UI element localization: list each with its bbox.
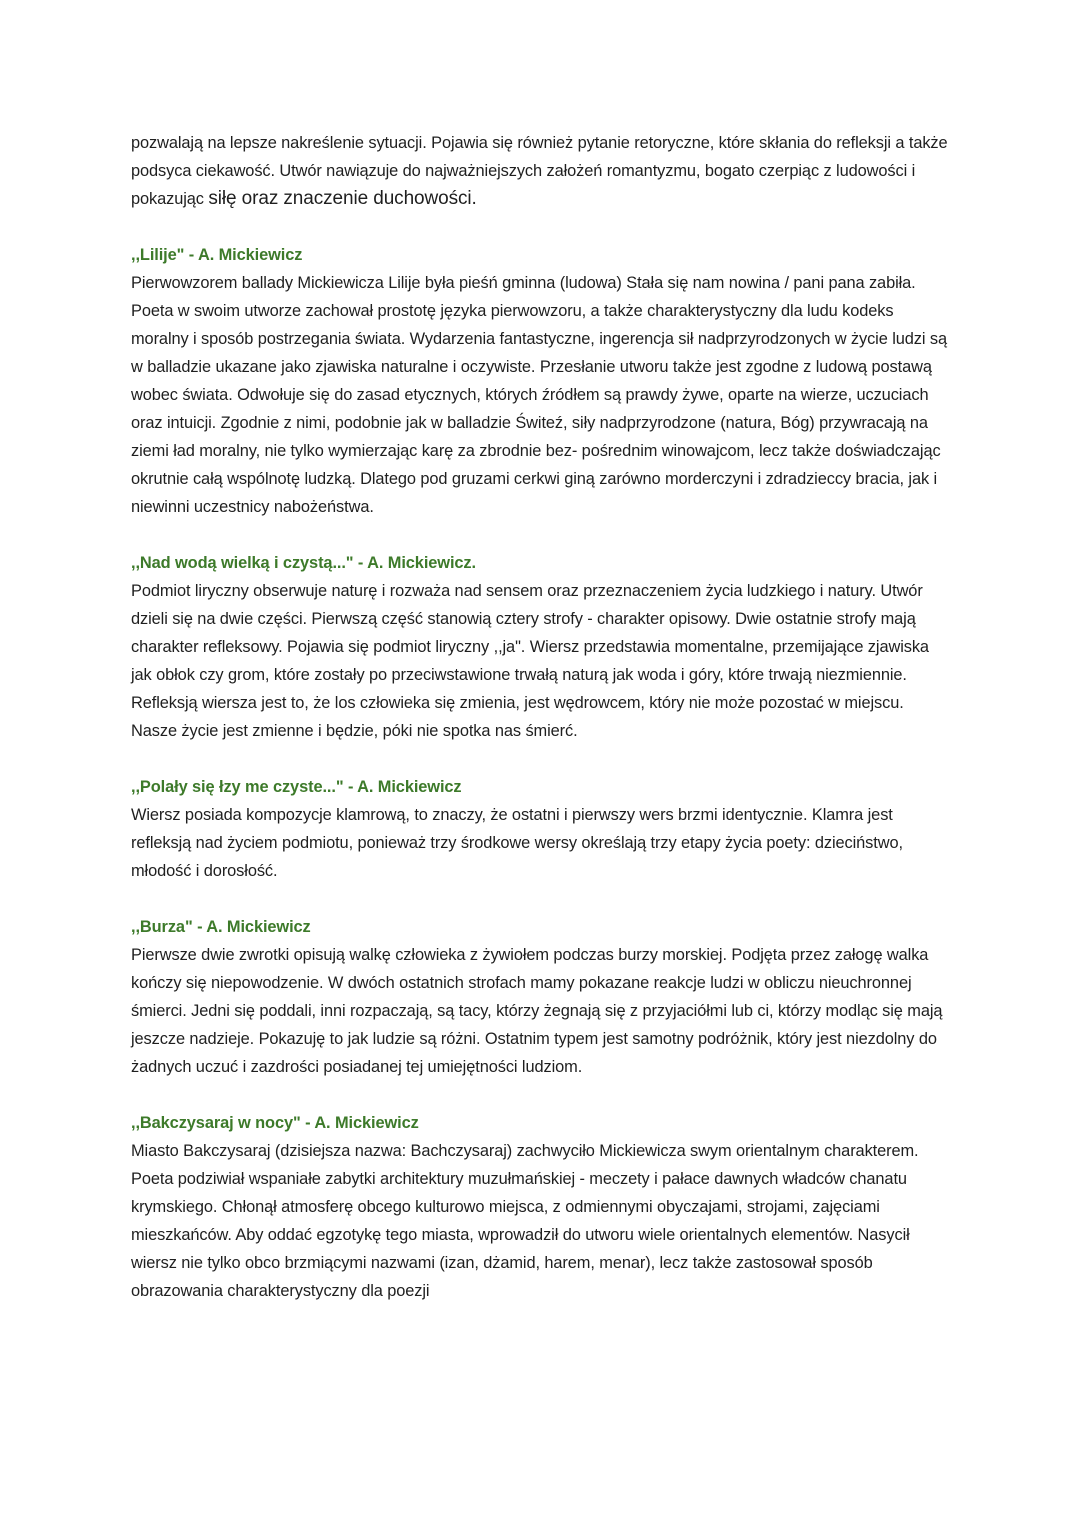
section-body: Pierwsze dwie zwrotki opisują walkę człowieka z żywiołem podczas burzy morskiej. Podjęta przez załogę walka kończy się niepowodzenie. W dwóch ostatnich strofach mamy pokazane reakcje ludzi w obliczu nieuchronnej śmierci. Jedni się poddali, inni rozpaczają, są tacy, którzy żegnają się z przyjaciółmi lub ci, którzy modląc się mają jeszcze nadzieje. Pokazuję to jak ludzie są różni. Ostatnim typem jest samotny podróżnik, który jest niezdolny do żadnych uczuć i zazdrości posiadanej tej umiejętności ludziom. [131, 946, 943, 1076]
section-bakczysaraj [131, 1109, 951, 1305]
intro-text-large: siłę oraz znaczenie duchowości. [208, 188, 477, 209]
section-title: ,,Polały się łzy me czyste..." - A. Mickiewicz [131, 778, 462, 796]
section-nad-woda [131, 549, 951, 745]
section-burza [131, 913, 951, 1081]
intro-text: pozwalają na lepsze nakreślenie sytuacji. Pojawia się również pytanie retoryczne, które skłania do refleksji a także podsyca ciekawość. Utwór nawiązuje do najważniejszych założeń romantyzmu, bogato czerpiąc z ludowości i pokazując [131, 134, 948, 208]
section-lilije [131, 241, 951, 521]
section-body: Podmiot liryczny obserwuje naturę i rozważa nad sensem oraz przeznaczeniem życia ludzkiego i natury. Utwór dzieli się na dwie części. Pierwszą część stanowią cztery strofy - charakter opisowy. Dwie ostatnie strofy mają charakter refleksowy. Pojawia się podmiot liryczny ,,ja". Wiersz przedstawia momentalne, przemijające zjawiska jak obłok czy grom, które zostały po przeciwstawione trwałą naturą jak woda i góry, które trwają niezmiennie. Refleksją wiersza jest to, że los człowieka się zmienia, jest wędrowcem, który nie może pozostać w miejscu. Nasze życie jest zmienne i będzie, póki nie spotka nas śmierć. [131, 582, 929, 740]
document-page [131, 129, 951, 1333]
section-body: Wiersz posiada kompozycje klamrową, to znaczy, że ostatni i pierwszy wers brzmi identycznie. Klamra jest refleksją nad życiem podmiotu, ponieważ trzy środkowe wersy określają trzy etapy życia poety: dzieciństwo, młodość i dorosłość. [131, 806, 903, 880]
section-title: ,,Lilije" - A. Mickiewicz [131, 246, 303, 264]
section-title: ,,Bakczysaraj w nocy" - A. Mickiewicz [131, 1114, 419, 1132]
section-body: Pierwowzorem ballady Mickiewicza Lilije była pieśń gminna (ludowa) Stała się nam nowina / pani pana zabiła. Poeta w swoim utworze zachował prostotę języka pierwowzoru, a także charakterystyczny dla ludu kodeks moralny i sposób postrzegania świata. Wydarzenia fantastyczne, ingerencja sił nadprzyrodzonych w życie ludzi są w balladzie ukazane jako zjawiska naturalne i oczywiste. Przesłanie utworu także jest zgodne z ludową postawą wobec świata. Odwołuje się do zasad etycznych, których źródłem są prawdy żywe, oparte na wierze, uczuciach oraz intuicji. Zgodnie z nimi, podobnie jak w balladzie Świteź, siły nadprzyrodzone (natura, Bóg) przywracają na ziemi ład moralny, nie tylko wymierzając karę za zbrodnie bez- pośrednim winowajcom, lecz także doświadczając okrutnie całą wspólnotę ludzką. Dlatego pod gruzami cerkwi giną zarówno morderczyni i zdradzieccy bracia, jak i niewinni uczestnicy nabożeństwa. [131, 274, 947, 516]
section-title: ,,Burza" - A. Mickiewicz [131, 918, 311, 936]
intro-paragraph [131, 129, 951, 213]
section-title: ,,Nad wodą wielką i czystą..." - A. Mickiewicz. [131, 554, 476, 572]
section-body: Miasto Bakczysaraj (dzisiejsza nazwa: Bachczysaraj) zachwyciło Mickiewicza swym orientalnym charakterem. Poeta podziwiał wspaniałe zabytki architektury muzułmańskiej - meczety i pałace dawnych władców chanatu krymskiego. Chłonął atmosferę obcego kulturowo miejsca, z odmiennymi obyczajami, strojami, zajęciami mieszkańców. Aby oddać egzotykę tego miasta, wprowadził do utworu wiele orientalnych elementów. Nasycił wiersz nie tylko obco brzmiącymi nazwami (izan, dżamid, harem, menar), lecz także zastosował sposób obrazowania charakterystyczny dla poezji [131, 1142, 919, 1300]
section-polaly-sie-lzy [131, 773, 951, 885]
